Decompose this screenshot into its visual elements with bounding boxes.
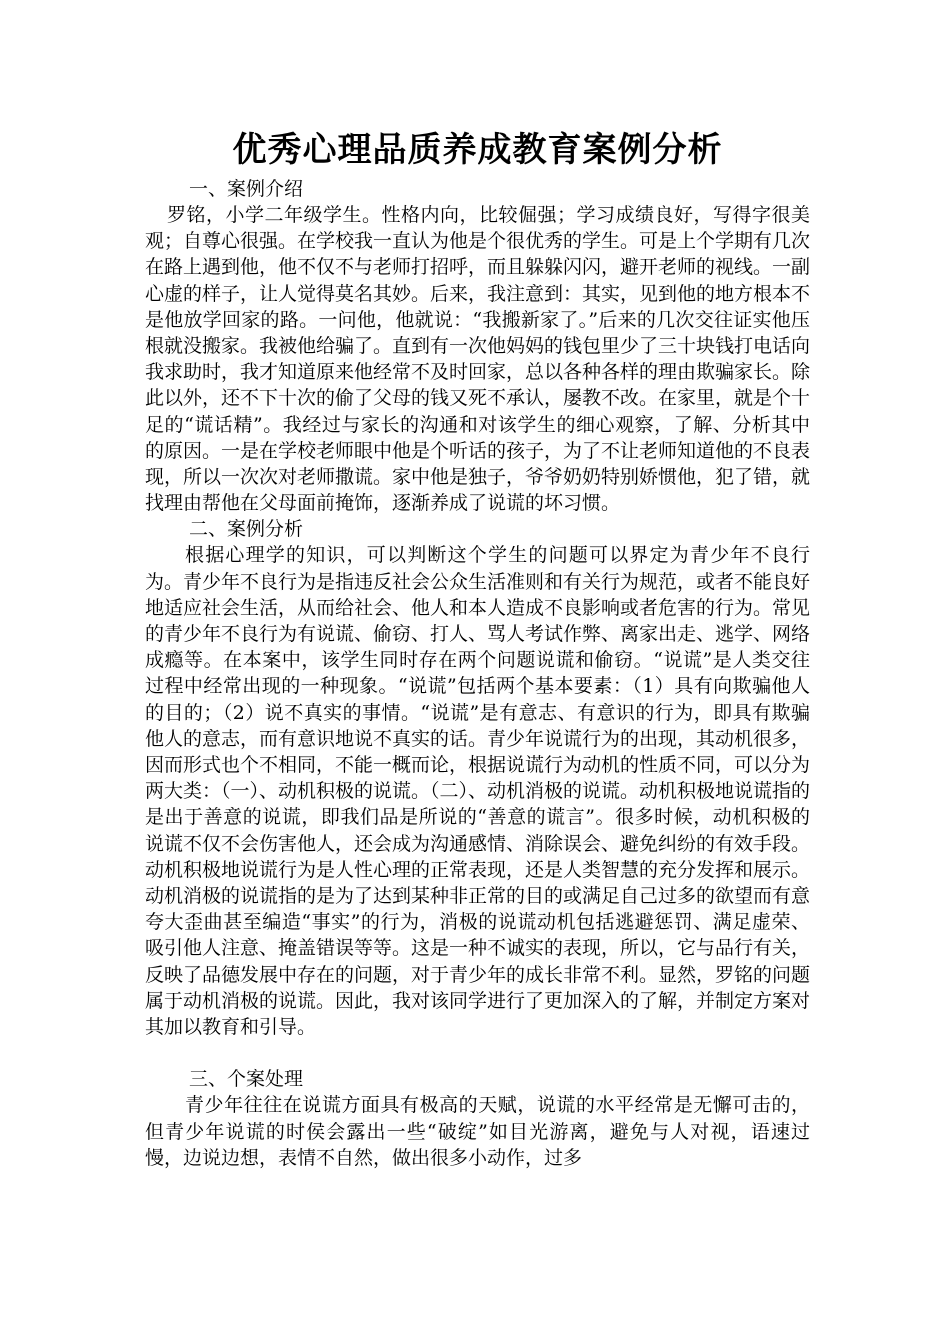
section-heading: 三、个案处理	[189, 1068, 304, 1091]
blank-line	[145, 1040, 810, 1066]
section-heading: 一、案例介绍	[189, 178, 304, 200]
section-case-analysis	[145, 516, 810, 1040]
body-paragraph: 青少年往往在说谎方面具有极高的天赋，说谎的水平经常是无懈可击的，但青少年说谎的时侯会露出一些“破绽”如目光游离，避免与人对视，语速过慢，边说边想，表情不自然，做出很多小动作，过多	[145, 1094, 810, 1169]
section-case-handling	[145, 1066, 810, 1171]
section-heading: 二、案例分析	[189, 518, 304, 541]
section-case-introduction	[145, 176, 810, 516]
body-paragraph: 根据心理学的知识，可以判断这个学生的问题可以界定为青少年不良行为。青少年不良行为是指违反社会公众生活准则和有关行为规范，或者不能良好地适应社会生活，从而给社会、他人和本人造成不良影响或者危害的行为。常见的青少年不良行为有说谎、偷窃、打人、骂人考试作弊、离家出走、逃学、网络成瘾等。在本案中，该学生同时存在两个问题说谎和偷窃。“说谎”是人类交往过程中经常出现的一种现象。“说谎”包括两个基本要素：（1）具有向欺骗他人的目的；（2）说不真实的事情。“说谎”是有意志、有意识的行为，即具有欺骗他人的意志，而有意识地说不真实的话。青少年说谎行为的出现，其动机很多，因而形式也个不相同，不能一概而论，根据说谎行为动机的性质不同，可以分为两大类：（一）、动机积极的说谎。（二）、动机消极的说谎。动机积极地说谎指的是出于善意的说谎，即我们品是所说的“善意的谎言”。很多时候，动机积极的说谎不仅不会伤害他人，还会成为沟通感情、消除误会、避免纠纷的有效手段。动机积极地说谎行为是人性心理的正常表现，还是人类智慧的充分发挥和展示。动机消极的说谎指的是为了达到某种非正常的目的或满足自己过多的欲望而有意夸大歪曲甚至编造“事实”的行为，消极的说谎动机包括逃避惩罚、满足虚荣、吸引他人注意、掩盖错误等等。这是一种不诚实的表现，所以，它与品行有关，反映了品德发展中存在的问题，对于青少年的成长非常不利。显然，罗铭的问题属于动机消极的说谎。因此，我对该同学进行了更加深入的了解，并制定方案对其加以教育和引导。	[145, 544, 811, 1039]
document-page	[145, 128, 810, 1171]
body-paragraph: 罗铭，小学二年级学生。性格内向，比较倔强；学习成绩良好，写得字很美观；自尊心很强。在学校我一直认为他是个很优秀的学生。可是上个学期有几次在路上遇到他，他不仅不与老师打招呼，而且躲躲闪闪，避开老师的视线。一副心虚的样子，让人觉得莫名其妙。后来，我注意到：其实，见到他的地方根本不是他放学回家的路。一问他，他就说：“我搬新家了。”后来的几次交往证实他压根就没搬家。我被他给骗了。直到有一次他妈妈的钱包里少了三十块钱打电话向我求助时，我才知道原来他经常不及时回家，总以各种各样的理由欺骗家长。除此以外，还不下十次的偷了父母的钱又死不承认，屡教不改。在家里，就是个十足的“谎话精”。我经过与家长的沟通和对该学生的细心观察，了解、分析其中的原因。一是在学校老师眼中他是个听话的孩子，为了不让老师知道他的不良表现，所以一次次对老师撒谎。家中他是独子，爷爷奶奶特别娇惯他，犯了错，就找理由帮他在父母面前掩饰，逐渐养成了说谎的坏习惯。	[145, 204, 811, 515]
document-title: 优秀心理品质养成教育案例分析	[232, 130, 723, 170]
